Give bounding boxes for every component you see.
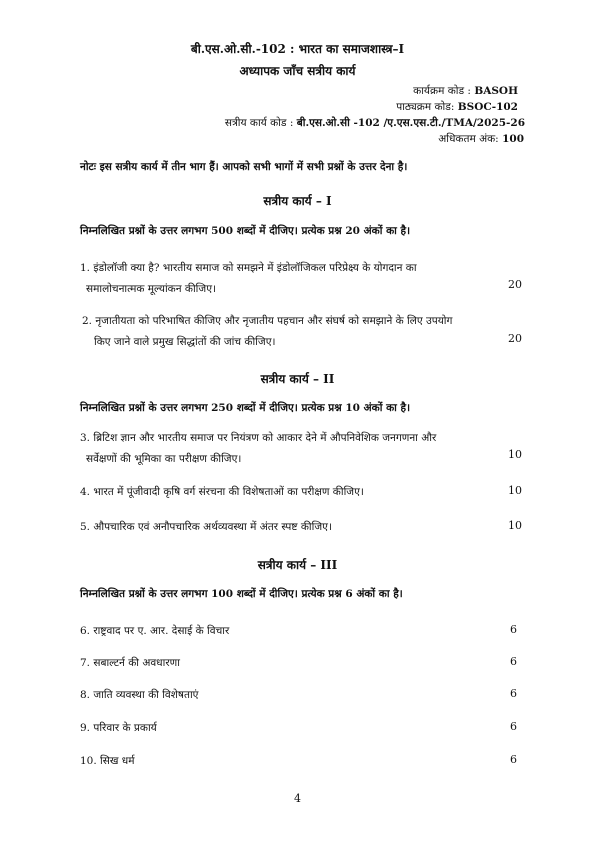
section-instruction: निम्नलिखित प्रश्नों के उत्तर लगभग 100 शब्दों में दीजिए। प्रत्येक प्रश्न 6 अंकों का है।	[80, 588, 403, 600]
question-item	[80, 653, 180, 674]
question-text: 9. परिवार के प्रकार्य	[80, 722, 157, 734]
question-item	[80, 258, 417, 300]
question-text: 8. जाति व्यवस्था की विशेषताएं	[80, 689, 199, 701]
question-item	[80, 428, 436, 470]
question-item	[80, 621, 229, 642]
course-code-line	[396, 100, 518, 114]
section-instruction: निम्नलिखित प्रश्नों के उत्तर लगभग 500 शब्दों में दीजिए। प्रत्येक प्रश्न 20 अंकों का है।	[80, 225, 411, 237]
question-text: 7. सबाल्टर्न की अवधारणा	[80, 657, 180, 669]
question-marks: 6	[510, 720, 517, 733]
assignment-title: अध्यापक जाँच सत्रीय कार्य	[239, 64, 356, 78]
question-text-continued: किए जाने वाले प्रमुख सिद्धांतों की जांच कीजिए।	[94, 336, 276, 348]
question-marks: 6	[510, 753, 517, 766]
programme-code-line	[413, 84, 518, 98]
section-title: सत्रीय कार्य – III	[257, 558, 338, 572]
note-text: नोटः इस सत्रीय कार्य में तीन भाग हैं। आपको सभी भागों में सभी प्रश्नों के उत्तर देना है।	[80, 161, 408, 173]
question-text: 4. भारत में पूंजीवादी कृषि वर्ग संरचना की विशेषताओं का परीक्षण कीजिए।	[80, 486, 364, 498]
max-marks-value: 100	[502, 133, 524, 145]
max-marks-label: अधिकतम अंक:	[438, 133, 499, 145]
question-item	[80, 685, 198, 706]
question-item	[80, 482, 364, 503]
assignment-code-label: सत्रीय कार्य कोड :	[224, 117, 294, 129]
question-marks: 6	[510, 623, 517, 636]
question-item	[82, 311, 452, 353]
question-item	[80, 751, 135, 772]
question-marks: 10	[508, 519, 522, 532]
question-item	[80, 718, 157, 739]
section-instruction: निम्नलिखित प्रश्नों के उत्तर लगभग 250 शब्दों में दीजिए। प्रत्येक प्रश्न 10 अंकों का है।	[80, 402, 411, 414]
question-marks: 10	[508, 448, 522, 461]
question-text: 10. सिख धर्म	[80, 755, 135, 767]
assignment-code-line	[225, 116, 525, 130]
question-marks: 6	[510, 655, 517, 668]
question-text: 2. नृजातीयता को परिभाषित कीजिए और नृजातीय पहचान और संघर्ष को समझाने के लिए उपयोग	[82, 315, 453, 327]
question-marks: 20	[508, 278, 522, 291]
max-marks-line	[438, 132, 524, 146]
section-title: सत्रीय कार्य – I	[263, 194, 332, 208]
question-text: 5. औपचारिक एवं अनौपचारिक अर्थव्यवस्था में अंतर स्पष्ट कीजिए।	[80, 521, 332, 533]
programme-code-label: कार्यक्रम कोड :	[413, 85, 471, 97]
question-item	[80, 517, 332, 538]
question-text-continued: सर्वेक्षणों की भूमिका का परीक्षण कीजिए।	[86, 453, 242, 465]
question-text: 1. इंडोलॉजी क्या है? भारतीय समाज को समझने में इंडोलॉजिकल परिप्रेक्ष्य के योगदान का	[80, 262, 417, 274]
question-marks: 6	[510, 687, 517, 700]
question-marks: 10	[508, 484, 522, 497]
page-number: 4	[294, 792, 301, 805]
course-code-label: पाठ्यक्रम कोड:	[396, 101, 455, 113]
section-title: सत्रीय कार्य – II	[260, 372, 335, 386]
course-title: बी.एस.ओ.सी.-102 : भारत का समाजशास्त्र–I	[190, 42, 405, 56]
question-text: 6. राष्ट्रवाद पर ए. आर. देसाई के विचार	[80, 625, 230, 637]
course-code-value: BSOC-102	[457, 101, 518, 113]
question-text-continued: समालोचनात्मक मूल्यांकन कीजिए।	[86, 283, 216, 295]
assignment-code-value: बी.एस.ओ.सी -102 /ए.एस.एस.टी./TMA/2025-26	[296, 117, 525, 129]
question-marks: 20	[508, 332, 522, 345]
question-text: 3. ब्रिटिश ज्ञान और भारतीय समाज पर नियंत्रण को आकार देने में औपनिवेशिक जनगणना और	[80, 432, 437, 444]
programme-code-value: BASOH	[474, 85, 518, 97]
